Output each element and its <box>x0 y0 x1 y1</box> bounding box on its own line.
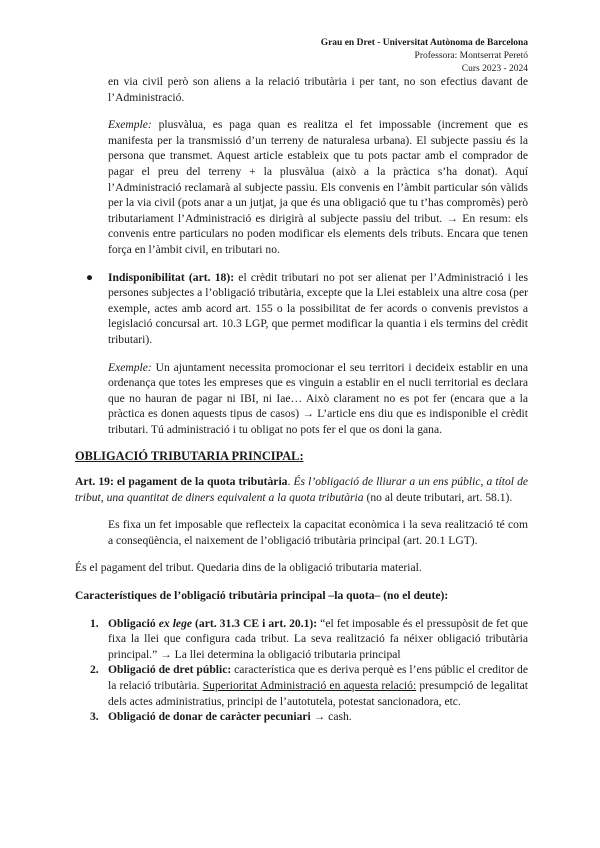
example-text: plusvàlua, es paga quan es realitza el fet impossable (increment que es manifesta per la transmissió d’un terreny de naturalesa urbana). El subjecte passiu és la persona que transmet. Aquest article estableix que tu pots pactar amb el comprador de pagar el preu del terreny + la plusvàlua (això a la pràctica s’ha donat). Aquí l’Administració reclamarà al subjecte passiu. Els convenis en l’àmbit particular són vàlids per la via civil (pots anar a un jutjat, ja que és una obligació que tu t’has compromès) però tributariament l’Administració es dirigirà al subjecte passiu del tribut. → En resum: els convenis entre particulars no poden modificar els elements dels tributs. Encara que tenen força en l’àmbit civil, en tributari no. <box>108 118 528 256</box>
art19-note: (no al deute tributari, art. 58.1). <box>363 490 513 504</box>
indisponibilitat-title: Indisponibilitat (art. 18): <box>108 270 235 284</box>
list-item: 3. Obligació de donar de caràcter pecuniari → cash. <box>90 710 352 724</box>
indisponibilitat-text: el crèdit tributari no pot ser alienat per l’Administració i les persones subjectes a l’obligació tributària, excepte que la Llei estableix una altre cosa (per exemple, actes amb acord art. 155 o la possibilitat de fer acords o convenis previstos a legislació concursal art. 10.3 LGP, que permet modificar la quantia i els termins del crèdit tributari). <box>108 270 528 346</box>
bullet-dot-icon: ● <box>86 270 94 284</box>
underlined-phrase: Superioritat Administració en aquesta relació: <box>202 679 417 692</box>
list-item: 2. Obligació de dret públic: característica que es deriva perquè es l’ens públic el creditor de la relació tributària. Superioritat Administració en aquesta relació: presumpció de legalitat dels actes administratius, principi de l’autotutela, potestat sancionadora, etc. <box>90 663 529 708</box>
art19-paragraph: Art. 19: el pagament de la quota tributària. És l’obligació de lliurar a un ens públic, a títol de tribut, una quantitat de diners equivalent a la quota tributària (no al deute tributari, art. 58.1). <box>75 475 529 504</box>
example-text: Un ajuntament necessita promocionar el seu territori i decideix establir en una ordenança que totes les empreses que es vinguin a establir en el nucli territorial es declara que no hauran de pagar ni IBI, ni Iae… Això clarament no es pot fer (encara que a la pràctica es donen aquests tipus de casos) → L’article ens diu que es indisponible el crèdit tributari. Tú administració i tu obligat no pots fer el que os doni la gana. <box>108 360 528 436</box>
document-header <box>321 37 528 76</box>
bullet-indisponibilitat <box>75 270 528 348</box>
example-label: Exemple: <box>108 360 152 374</box>
intro-continuation: en via civil però son aliens a la relació tributària i per tant, no son efectius davant de l’Administració. <box>108 75 528 104</box>
page-body <box>75 74 528 725</box>
example-label: Exemple: <box>108 118 152 132</box>
list-number: 2. <box>90 663 99 677</box>
fet-imposable-paragraph: Es fixa un fet imposable que reflecteix la capacitat econòmica i la seva realització té com a conseqüència, el naixement de l’obligació tributària principal (art. 20.1 LGT). <box>108 518 528 547</box>
example-ajuntament <box>75 360 528 438</box>
example-plusvalua <box>75 117 528 257</box>
section-heading: OBLIGACIÓ TRIBUTARIA PRINCIPAL: <box>75 449 304 464</box>
list-number: 1. <box>90 616 99 630</box>
list-item: 1. Obligació ex lege (art. 31.3 CE i art. 20.1): “el fet imposable és el pressupòsit de fet que fixa la llei que configura cada tribut. La seva realització fa néixer obligació tributària principal.” → La llei determina la obligació tributaria principal <box>90 616 528 661</box>
header-university: Grau en Dret - Universitat Autònoma de Barcelona <box>320 38 528 48</box>
caracteristiques-heading: Característiques de l’obligació tributària principal –la quota– (no el deute): <box>75 589 449 603</box>
header-professor: Professora: Montserrat Peretó <box>414 51 528 61</box>
list-number: 3. <box>90 710 99 724</box>
art19-definition: És l’obligació de lliurar a un ens públic, a títol de tribut, una quantitat de diners equivalent a la quota tributària <box>75 475 529 504</box>
pagament-paragraph: És el pagament del tribut. Quedaria dins de la obligació tributaria material. <box>75 561 422 575</box>
art19-title: Art. 19: el pagament de la quota tributària <box>75 475 288 489</box>
header-course: Curs 2023 - 2024 <box>461 64 528 74</box>
